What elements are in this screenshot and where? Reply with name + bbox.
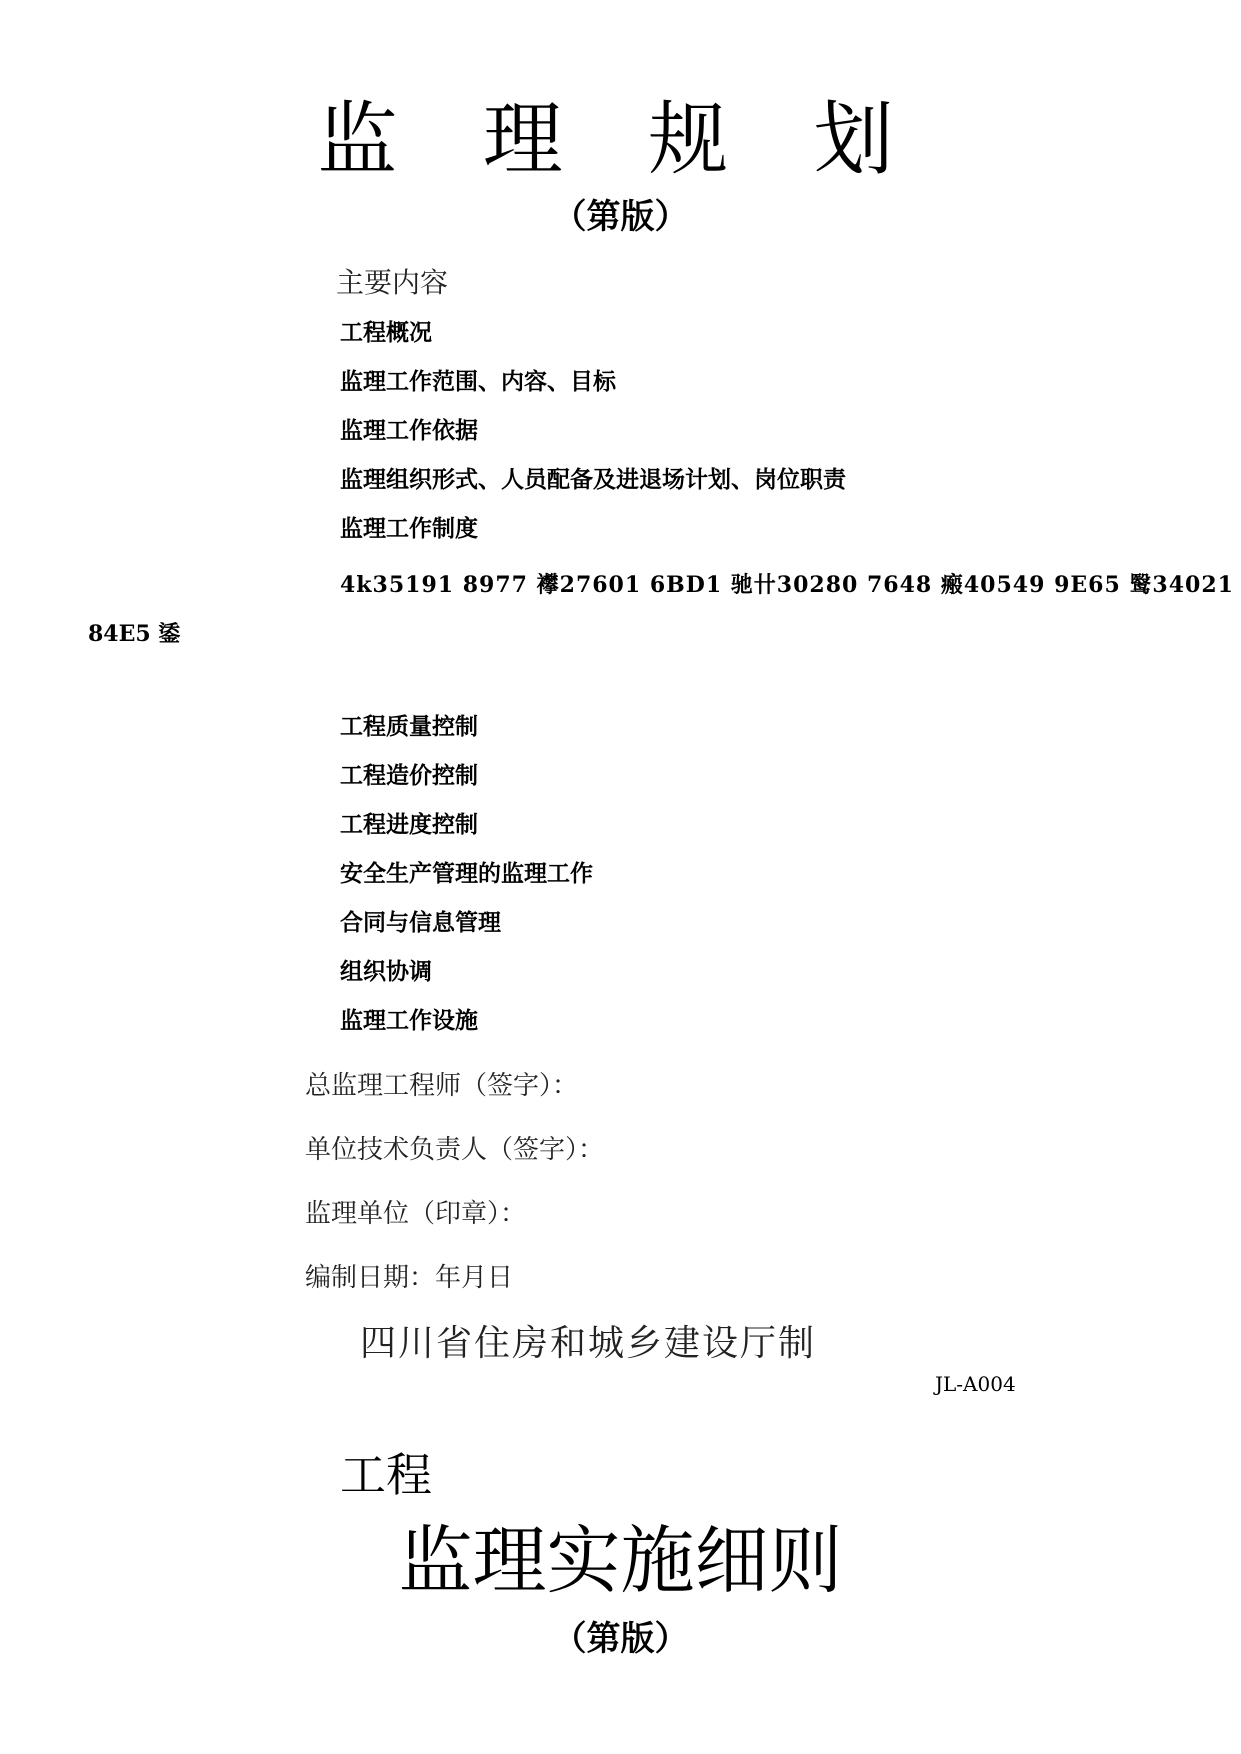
project-label: 工程 [340, 1448, 432, 1502]
detail-edition-label: （第版） [552, 1619, 689, 1659]
detail-title: 监理实施细则 [398, 1518, 843, 1604]
signature-field-chief-engineer: 总监理工程师（签字）： [305, 1071, 579, 1101]
contents-item: 监理工作范围、内容、目标 [340, 369, 616, 395]
contents-item: 组织协调 [340, 959, 432, 985]
contents-item: 合同与信息管理 [340, 910, 501, 936]
contents-item: 工程进度控制 [340, 812, 478, 838]
signature-field-technical-head: 单位技术负责人（签字）： [305, 1135, 605, 1165]
page-title: 监 理 规 划 [317, 93, 924, 186]
contents-item: 监理工作依据 [340, 418, 478, 444]
contents-item: 监理组织形式、人员配备及进退场计划、岗位职责 [340, 467, 846, 493]
contents-item: 安全生产管理的监理工作 [340, 861, 593, 887]
contents-item: 监理工作制度 [340, 516, 478, 542]
contents-item: 工程质量控制 [340, 714, 478, 740]
seal-field-supervision-unit: 监理单位（印章）： [305, 1199, 527, 1229]
edition-label: （第版） [552, 197, 689, 237]
contents-item: 工程概况 [340, 320, 432, 346]
garbled-code-line: 4k35191 8977 襻27601 6BD1 驰卄30280 7648 瘢40549 9E65 鹥34021 [340, 572, 1234, 598]
form-code: JL-A004 [935, 1372, 1016, 1396]
garbled-code-line-continued: 84E5 鋈 [88, 621, 181, 647]
issuer-line: 四川省住房和城乡建设厅制 [360, 1323, 817, 1364]
contents-item: 监理工作设施 [340, 1008, 478, 1034]
contents-item: 工程造价控制 [340, 763, 478, 789]
main-contents-heading: 主要内容 [336, 266, 449, 299]
compilation-date-field: 编制日期：年月日 [305, 1263, 514, 1293]
